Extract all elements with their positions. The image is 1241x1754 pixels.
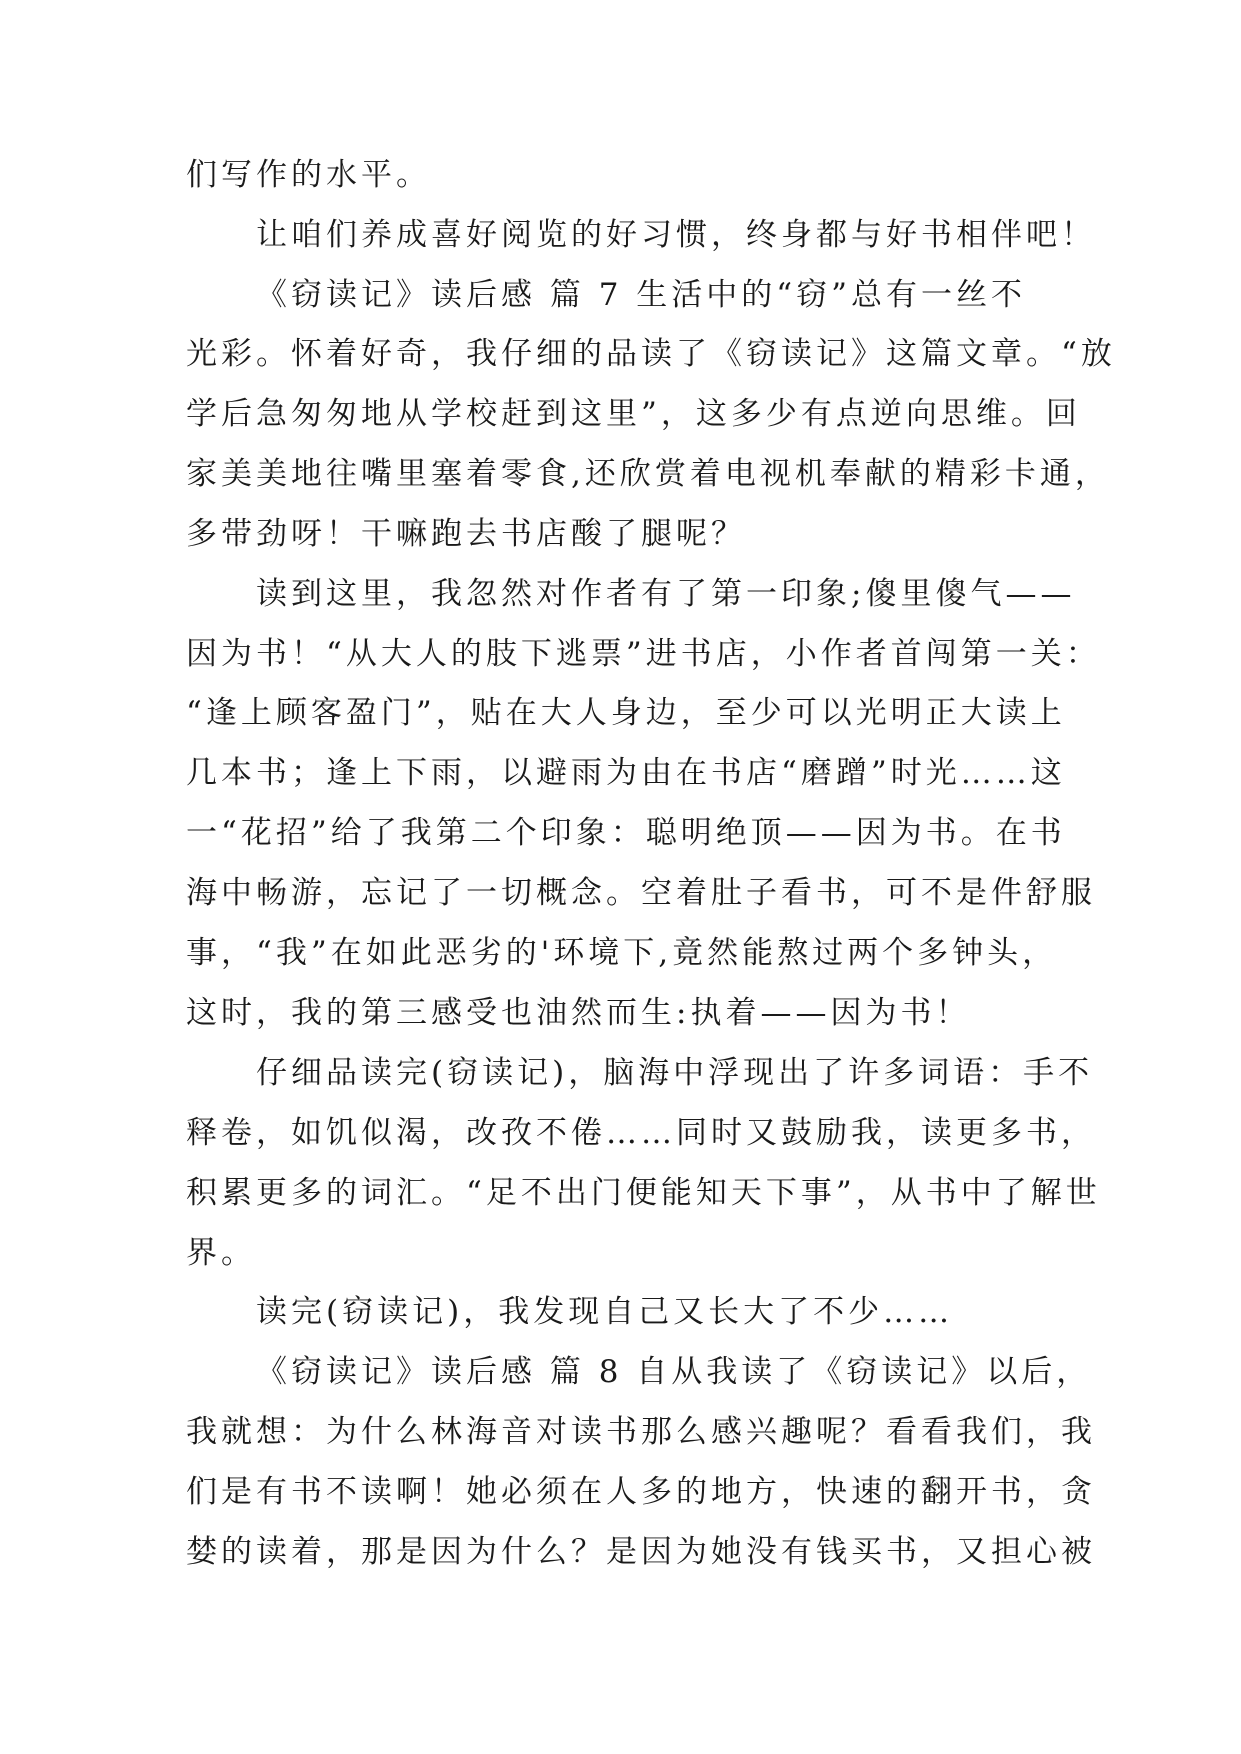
text-line: 海中畅游，忘记了一切概念。空着肚子看书，可不是件舒服 bbox=[186, 875, 1096, 911]
section-heading-line: 《窃读记》读后感 篇 8 自从我读了《窃读记》以后， bbox=[256, 1354, 1092, 1390]
text-line: 多带劲呀！干嘛跑去书店酸了腿呢？ bbox=[186, 516, 746, 552]
section-heading-line: 《窃读记》读后感 篇 7 生活中的“窃”总有一丝不 bbox=[256, 277, 1026, 313]
text-line: 让咱们养成喜好阅览的好习惯，终身都与好书相伴吧！ bbox=[256, 217, 1096, 253]
text-line: 一“花招”给了我第二个印象：聪明绝顶——因为书。在书 bbox=[186, 815, 1066, 851]
text-line: 几本书；逢上下雨，以避雨为由在书店“磨蹭”时光……这 bbox=[186, 755, 1066, 791]
text-line: 们写作的水平。 bbox=[186, 157, 431, 193]
text-line: 光彩。怀着好奇，我仔细的品读了《窃读记》这篇文章。“放 bbox=[186, 336, 1116, 372]
text-line: 学后急匆匆地从学校赶到这里”，这多少有点逆向思维。回 bbox=[186, 396, 1081, 432]
text-line: 读到这里，我忽然对作者有了第一印象;傻里傻气—— bbox=[256, 576, 1076, 612]
text-line: 读完(窃读记)，我发现自己又长大了不少…… bbox=[256, 1294, 954, 1330]
text-line: 们是有书不读啊！她必须在人多的地方，快速的翻开书，贪 bbox=[186, 1474, 1096, 1510]
text-line: 释卷，如饥似渴，改孜不倦……同时又鼓励我，读更多书， bbox=[186, 1115, 1096, 1151]
text-line: 婪的读着，那是因为什么？是因为她没有钱买书，又担心被 bbox=[186, 1534, 1096, 1570]
text-line: 仔细品读完(窃读记)，脑海中浮现出了许多词语：手不 bbox=[256, 1055, 1094, 1091]
text-line: 事，“我”在如此恶劣的'环境下,竟然能熬过两个多钟头， bbox=[186, 935, 1058, 971]
text-line: 积累更多的词汇。“足不出门便能知天下事”，从书中了解世 bbox=[186, 1175, 1101, 1211]
text-line: 我就想：为什么林海音对读书那么感兴趣呢？看看我们，我 bbox=[186, 1414, 1096, 1450]
text-line: 家美美地往嘴里塞着零食,还欣赏着电视机奉献的精彩卡通， bbox=[186, 456, 1110, 492]
text-line: 这时，我的第三感受也油然而生:执着——因为书！ bbox=[186, 995, 971, 1031]
text-line: 界。 bbox=[186, 1235, 256, 1271]
text-line: 因为书！“从大人的肢下逃票”进书店，小作者首闯第一关： bbox=[186, 636, 1101, 672]
text-line: “逢上顾客盈门”，贴在大人身边，至少可以光明正大读上 bbox=[186, 695, 1066, 731]
